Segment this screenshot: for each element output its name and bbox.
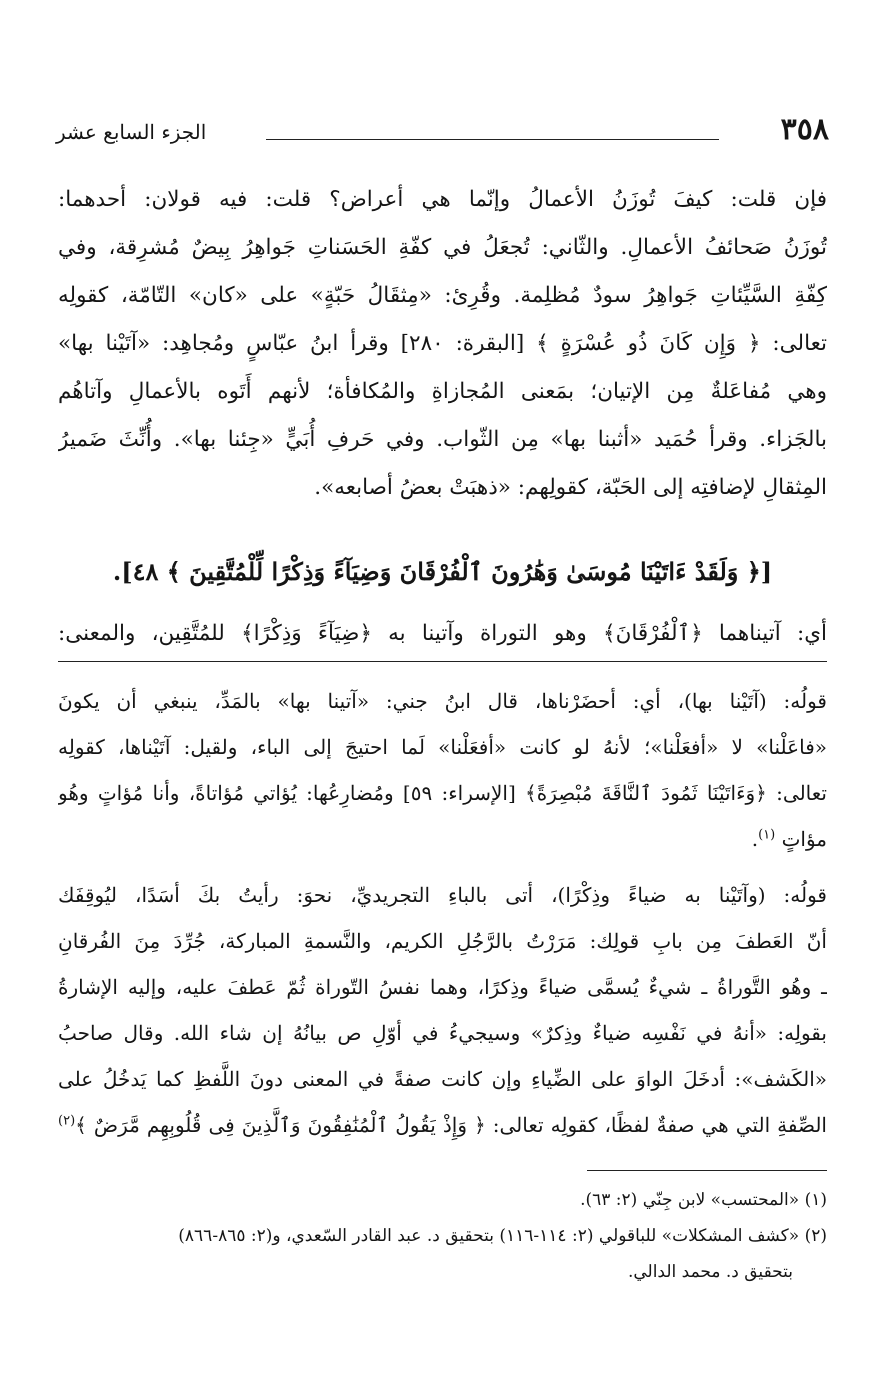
main-line: تعالى: ﴿ وَإِن كَانَ ذُو عُسْرَةٍ ﴾ [البقرة: ٢٨٠] وقرأ ابنُ عبّاسٍ ومُجاهِد: «آتَيْنا بها» bbox=[58, 331, 827, 356]
margin-commentary-2 bbox=[58, 872, 827, 1148]
header-rule bbox=[266, 139, 719, 140]
main-line: المِثقالِ لإضافتِه إلى الحَبّة، كقولِهم: «ذهبَتْ بعضُ أصابعه». bbox=[314, 475, 827, 500]
commentary-line: بقولِه: «أنهُ في نَفْسِه ضياءٌ وذِكرٌ» وسيجيءُ في أوّلِ ص بيانُهُ إن شاء الله. وقال صاحبُ bbox=[58, 1021, 827, 1045]
main-line: وهي مُفاعَلةٌ مِن الإتيان؛ بمَعنى المُجازاةِ والمُكافأة؛ لأنهم أَتَوه بالأعمالِ وآتاهُم bbox=[58, 379, 827, 404]
page-number: ٣٥٨ bbox=[780, 112, 829, 147]
footnote-1: (١) «المحتسب» لابن جِنّي (٢: ٦٣). bbox=[580, 1190, 827, 1210]
commentary-line: قولُه: (آتَيْنا بها)، أي: أحضَرْناها، قال ابنُ جني: «آتينا بها» بالمَدِّ، ينبغي أن يكونَ bbox=[58, 689, 827, 713]
explanation-line: أي: آتيناهما ﴿ٱلْفُرْقَانَ﴾ وهو التوراة وآتينا به ﴿ضِيَآءً وَذِكْرًا﴾ للمُتَّقِين، والمعنى: bbox=[58, 621, 827, 646]
footnotes bbox=[58, 1182, 827, 1290]
running-header bbox=[56, 110, 829, 156]
verse-explanation bbox=[58, 610, 827, 658]
main-commentary bbox=[58, 176, 827, 512]
main-line: بالجَزاء. وقرأ حُمَيد «أثبنا بها» مِن الثّواب. وفي حَرفِ أُبَيٍّ «جِئنا بها». وأُنِّثَ ضَميرُ bbox=[58, 427, 827, 452]
footnote-ref-2: (٢) bbox=[58, 1113, 76, 1129]
main-line: تُوزَنُ صَحائفُ الأعمالِ. والثّاني: تُجعَلُ في كفّةِ الحَسَناتِ جَواهِرُ بِيضٌ مُشرِقة، وفي bbox=[58, 235, 827, 260]
footnote-2-continued: بتحقيق د. محمد الدالي. bbox=[627, 1262, 793, 1282]
commentary-line: أنّ العَطفَ مِن بابِ قولِك: مَرَرْتُ بالرَّجُلِ الكريم، والنَّسمةِ المباركة، جُرِّدَ مِنَ الفُرقانِ bbox=[58, 929, 827, 953]
commentary-line: تعالى: ﴿وَءَاتَيْنَا ثَمُودَ ٱلنَّاقَةَ مُبْصِرَةً﴾ [الإسراء: ٥٩] ومُضارِعُها: يُؤاتي مُؤاتاةً، وأنا مُؤاتٍ وهُو bbox=[58, 781, 827, 805]
commentary-line: قولُه: (وآتَيْنا به ضياءً وذِكْرًا)، أتى بالباءِ التجريديِّ، نحوَ: رأيتُ بكَ أسَدًا، ليُوقِفَك bbox=[58, 883, 827, 907]
main-line: كِفّةِ السَّيِّئاتِ جَواهِرُ سودٌ مُظلِمة. وقُرِئ: «مِثقَالُ حَبّةٍ» على «كان» التّامّة، كقولِه bbox=[58, 283, 827, 308]
running-title: الجزء السابع عشر bbox=[56, 120, 207, 144]
main-line: فإن قلت: كيفَ تُوزَنُ الأعمالُ وإنّما هي أعراض؟ قلت: فيه قولان: أحدهما: bbox=[58, 187, 827, 212]
margin-commentary-1 bbox=[58, 678, 827, 862]
commentary-line-text: مؤاتٍ bbox=[781, 827, 827, 851]
commentary-line: «فاعَلْنا» لا «أفعَلْنا»؛ لأنهُ لو كانت «أفعَلْنا» لَما احتيجَ إلى الباء، ولقيل: آتَيْناها، كقولِه bbox=[58, 735, 827, 759]
main-divider bbox=[58, 661, 827, 662]
commentary-line bbox=[58, 1102, 827, 1148]
quran-verse: [﴿ وَلَقَدْ ءَاتَيْنَا مُوسَىٰ وَهَٰرُونَ ٱلْفُرْقَانَ وَضِيَآءً وَذِكْرًا لِّلْمُتَّقِينَ ﴾ ٤٨]. bbox=[112, 557, 773, 586]
footnote-ref-1: (١) bbox=[758, 827, 776, 843]
commentary-line: «الكَشف»: أدخَلَ الواوَ على الضِّياءِ وإن كانت صفةً في المعنى دونَ اللَّفظِ كما يَدخُلُ على bbox=[58, 1067, 827, 1091]
commentary-line-text: الصِّفةِ التي هي صفةٌ لفظًا، كقولِه تعالى: ﴿ وَإِذْ يَقُولُ ٱلْمُنَٰفِقُونَ وَٱلَّذِينَ فِى قُلُوبِهِم مَّرَضٌ ﴾ bbox=[75, 1113, 827, 1137]
commentary-line: مؤاتٍ $^{(١)}$. bbox=[751, 827, 827, 851]
commentary-line: ـ وهُو التَّوراةُ ـ شيءٌ يُسمَّى ضياءً وذِكرًا، وهما نفسُ التّوراة ثُمّ عَطفَ عليه، وإليه الإشارةُ bbox=[58, 975, 827, 999]
footnote-rule bbox=[587, 1170, 827, 1171]
footnote-2: (٢) «كشف المشكلات» للباقولي (٢: ١١٤-١١٦) بتحقيق د. عبد القادر السّعدي، و(٢: ٨٦٥-٨٦٦) bbox=[178, 1226, 827, 1246]
